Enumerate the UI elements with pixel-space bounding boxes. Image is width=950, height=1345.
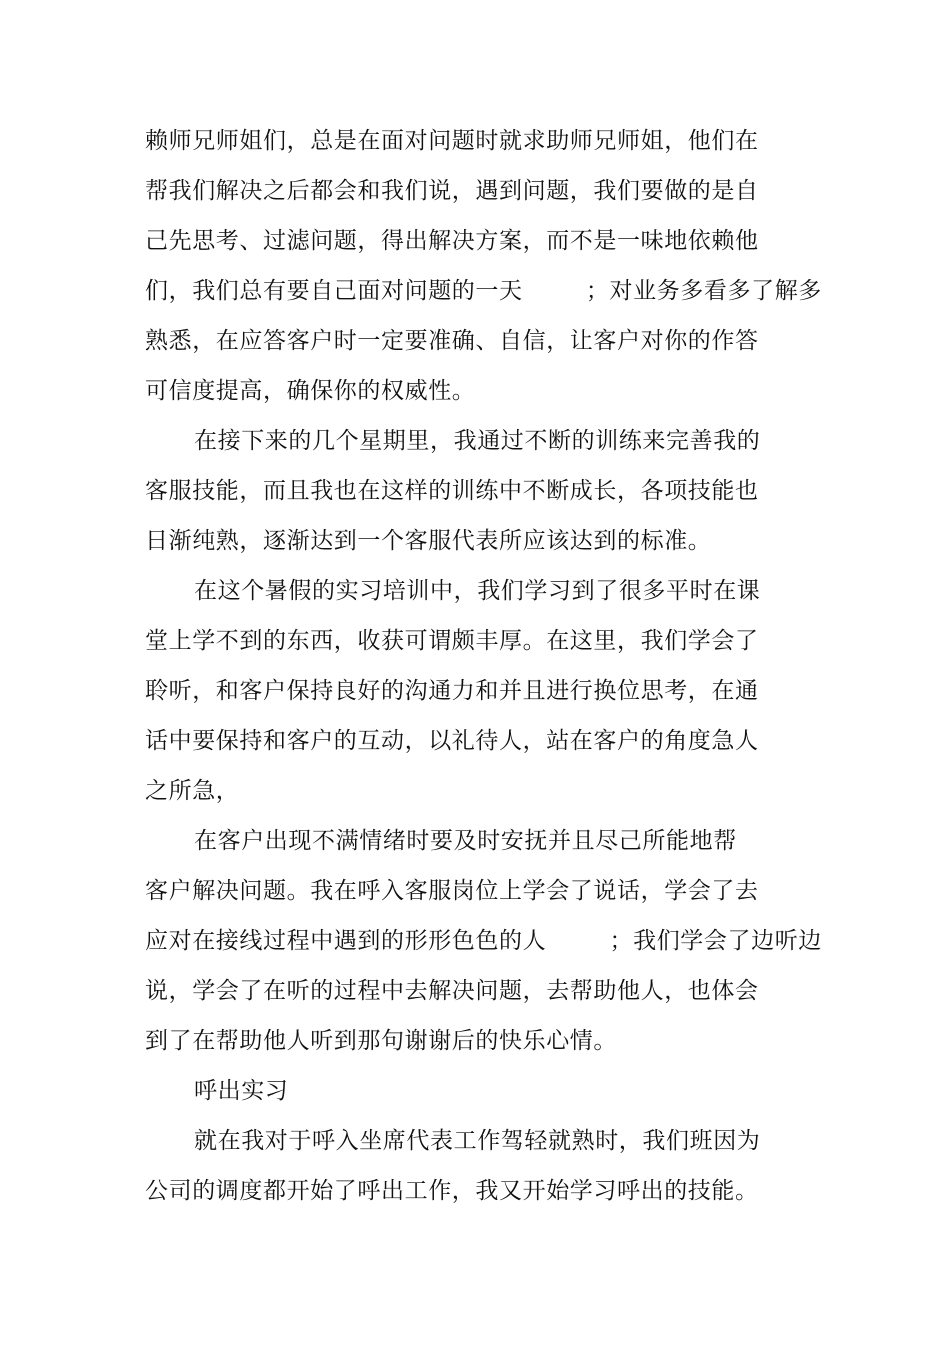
paragraph-first-line: 在这个暑假的实习培训中，我们学习到了很多平时在课 xyxy=(194,578,761,604)
text-line: 堂上学不到的东西，收获可谓颇丰厚。在这里，我们学会了 xyxy=(145,628,759,654)
section-heading: 呼出实习 xyxy=(194,1078,289,1104)
text-line: 日渐纯熟，逐渐达到一个客服代表所应该达到的标准。 xyxy=(145,528,712,554)
text-line: 说，学会了在听的过程中去解决问题，去帮助他人，也体会 xyxy=(145,978,759,1004)
text-line: 话中要保持和客户的互动，以礼待人，站在客户的角度急人 xyxy=(145,728,759,754)
text-line: 之所急， xyxy=(145,778,240,804)
paragraph-first-line: 在接下来的几个星期里，我通过不断的训练来完善我的 xyxy=(194,428,761,454)
text-line: 公司的调度都开始了呼出工作，我又开始学习呼出的技能。 xyxy=(145,1178,759,1204)
text-line: 应对在接线过程中遇到的形形色色的人 ；我们学会了边听边 xyxy=(145,928,822,954)
text-line: 帮我们解决之后都会和我们说，遇到问题，我们要做的是自 xyxy=(145,178,759,204)
text-line: 们，我们总有要自己面对问题的一天 ；对业务多看多了解多 xyxy=(145,278,822,304)
paragraph-first-line: 在客户出现不满情绪时要及时安抚并且尽己所能地帮 xyxy=(194,828,737,854)
text-line: 客服技能，而且我也在这样的训练中不断成长，各项技能也 xyxy=(145,478,759,504)
text-line: 赖师兄师姐们，总是在面对问题时就求助师兄师姐，他们在 xyxy=(145,128,759,154)
text-line: 可信度提高，确保你的权威性。 xyxy=(145,378,476,404)
text-line: 到了在帮助他人听到那句谢谢后的快乐心情。 xyxy=(145,1028,617,1054)
paragraph-first-line: 就在我对于呼入坐席代表工作驾轻就熟时，我们班因为 xyxy=(194,1128,761,1154)
text-line: 己先思考、过滤问题，得出解决方案，而不是一味地依赖他 xyxy=(145,228,759,254)
text-line: 客户解决问题。我在呼入客服岗位上学会了说话，学会了去 xyxy=(145,878,759,904)
text-line: 熟悉，在应答客户时一定要准确、自信，让客户对你的作答 xyxy=(145,328,759,354)
text-line: 聆听，和客户保持良好的沟通力和并且进行换位思考，在通 xyxy=(145,678,759,704)
